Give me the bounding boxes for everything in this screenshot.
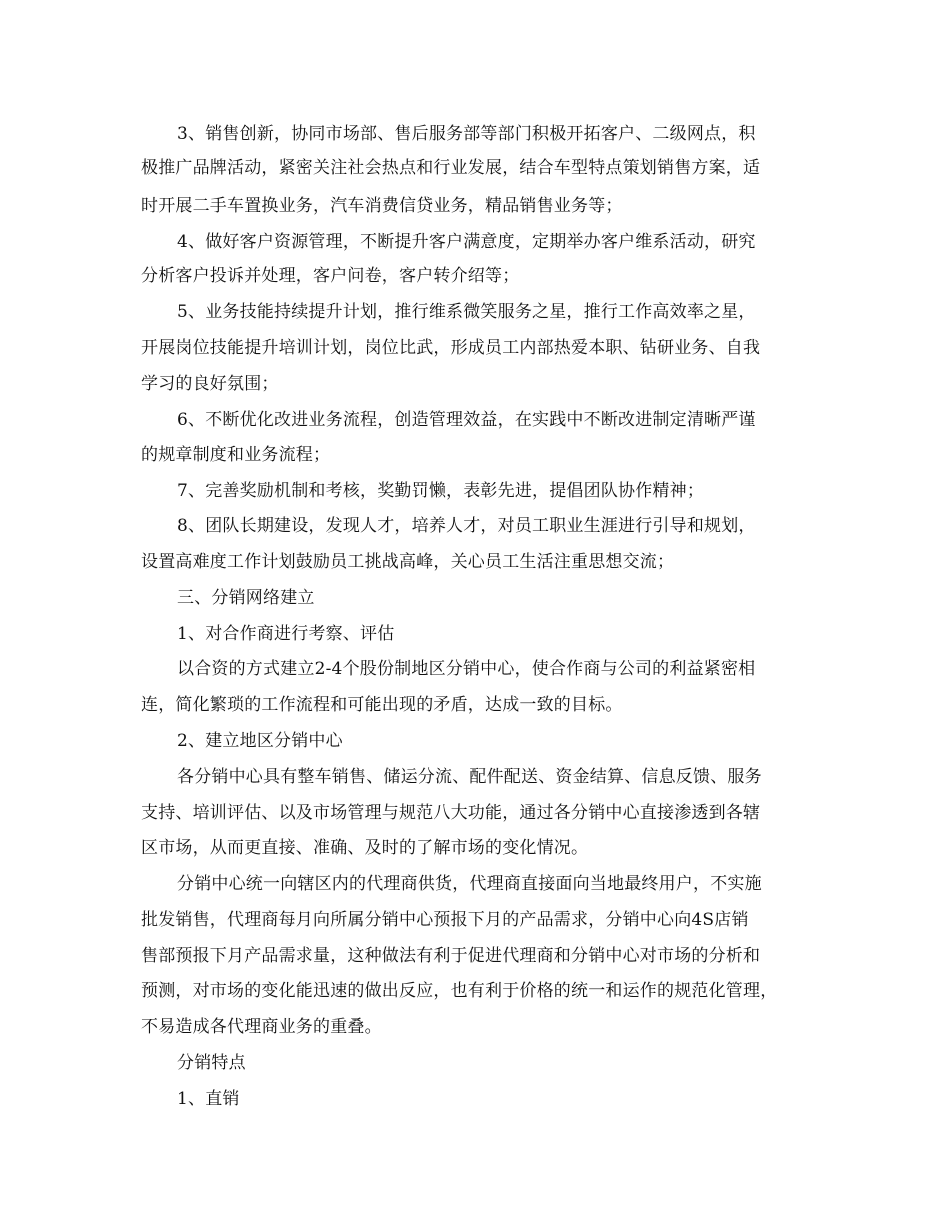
paragraph-supply-line-4: 预测，对市场的变化能迅速的做出反应，也有利于价格的统一和运作的规范化管理， bbox=[141, 981, 778, 1001]
paragraph-3-line-2: 极推广品牌活动，紧密关注社会热点和行业发展，结合车型特点策划销售方案，适 bbox=[141, 158, 761, 178]
paragraph-4-line-2: 分析客户投诉并处理，客户问卷，客户转介绍等； bbox=[141, 266, 520, 286]
paragraph-4-line-1: 4、做好客户资源管理，不断提升客户满意度，定期举办客户维系活动，研究 bbox=[177, 232, 756, 252]
paragraph-7-line-1: 7、完善奖励机制和考核，奖勤罚懒，表彰先进，提倡团队协作精神； bbox=[177, 481, 705, 501]
paragraph-5-line-3: 学习的良好氛围； bbox=[141, 374, 279, 394]
subheading-distribution-features: 分销特点 bbox=[177, 1053, 246, 1073]
paragraph-center-line-1: 各分销中心具有整车销售、储运分流、配件配送、资金结算、信息反馈、服务 bbox=[177, 767, 762, 787]
paragraph-5-line-2: 开展岗位技能提升培训计划，岗位比武，形成员工内部热爱本职、钻研业务、自我 bbox=[141, 338, 761, 358]
section-heading-distribution-network: 三、分销网络建立 bbox=[177, 588, 315, 608]
paragraph-5-line-1: 5、业务技能持续提升计划，推行维系微笑服务之星，推行工作高效率之星， bbox=[177, 302, 756, 322]
paragraph-center-line-3: 区市场，从而更直接、准确、及时的了解市场的变化情况。 bbox=[141, 838, 589, 858]
paragraph-8-line-2: 设置高难度工作计划鼓励员工挑战高峰，关心员工生活注重思想交流； bbox=[141, 552, 675, 572]
paragraph-supply-line-2: 批发销售，代理商每月向所属分销中心预报下月的产品需求，分销中心向4S店销 bbox=[141, 910, 749, 930]
paragraph-supply-line-5: 不易造成各代理商业务的重叠。 bbox=[141, 1017, 382, 1037]
subheading-partner-evaluation: 1、对合作商进行考察、评估 bbox=[177, 624, 395, 644]
subheading-regional-center: 2、建立地区分销中心 bbox=[177, 731, 343, 751]
paragraph-partner-line-2: 连，简化繁琐的工作流程和可能出现的矛盾，达成一致的目标。 bbox=[141, 695, 623, 715]
subheading-direct-sales: 1、直销 bbox=[177, 1089, 240, 1109]
paragraph-center-line-2: 支持、培训评估、以及市场管理与规范八大功能，通过各分销中心直接渗透到各辖 bbox=[141, 803, 761, 823]
paragraph-6-line-1: 6、不断优化改进业务流程，创造管理效益，在实践中不断改进制定清晰严谨 bbox=[177, 410, 756, 430]
paragraph-3-line-3: 时开展二手车置换业务，汽车消费信贷业务，精品销售业务等； bbox=[141, 196, 623, 216]
paragraph-supply-line-1: 分销中心统一向辖区内的代理商供货，代理商直接面向当地最终用户，不实施 bbox=[177, 874, 762, 894]
paragraph-partner-line-1: 以合资的方式建立2-4个股份制地区分销中心，使合作商与公司的利益紧密相 bbox=[177, 659, 756, 679]
paragraph-3-line-1: 3、销售创新，协同市场部、售后服务部等部门积极开拓客户、二级网点，积 bbox=[177, 124, 756, 144]
paragraph-supply-line-3: 售部预报下月产品需求量，这种做法有利于促进代理商和分销中心对市场的分析和 bbox=[141, 946, 761, 966]
paragraph-8-line-1: 8、团队长期建设，发现人才，培养人才，对员工职业生涯进行引导和规划， bbox=[177, 516, 756, 536]
paragraph-6-line-2: 的规章制度和业务流程； bbox=[141, 445, 331, 465]
